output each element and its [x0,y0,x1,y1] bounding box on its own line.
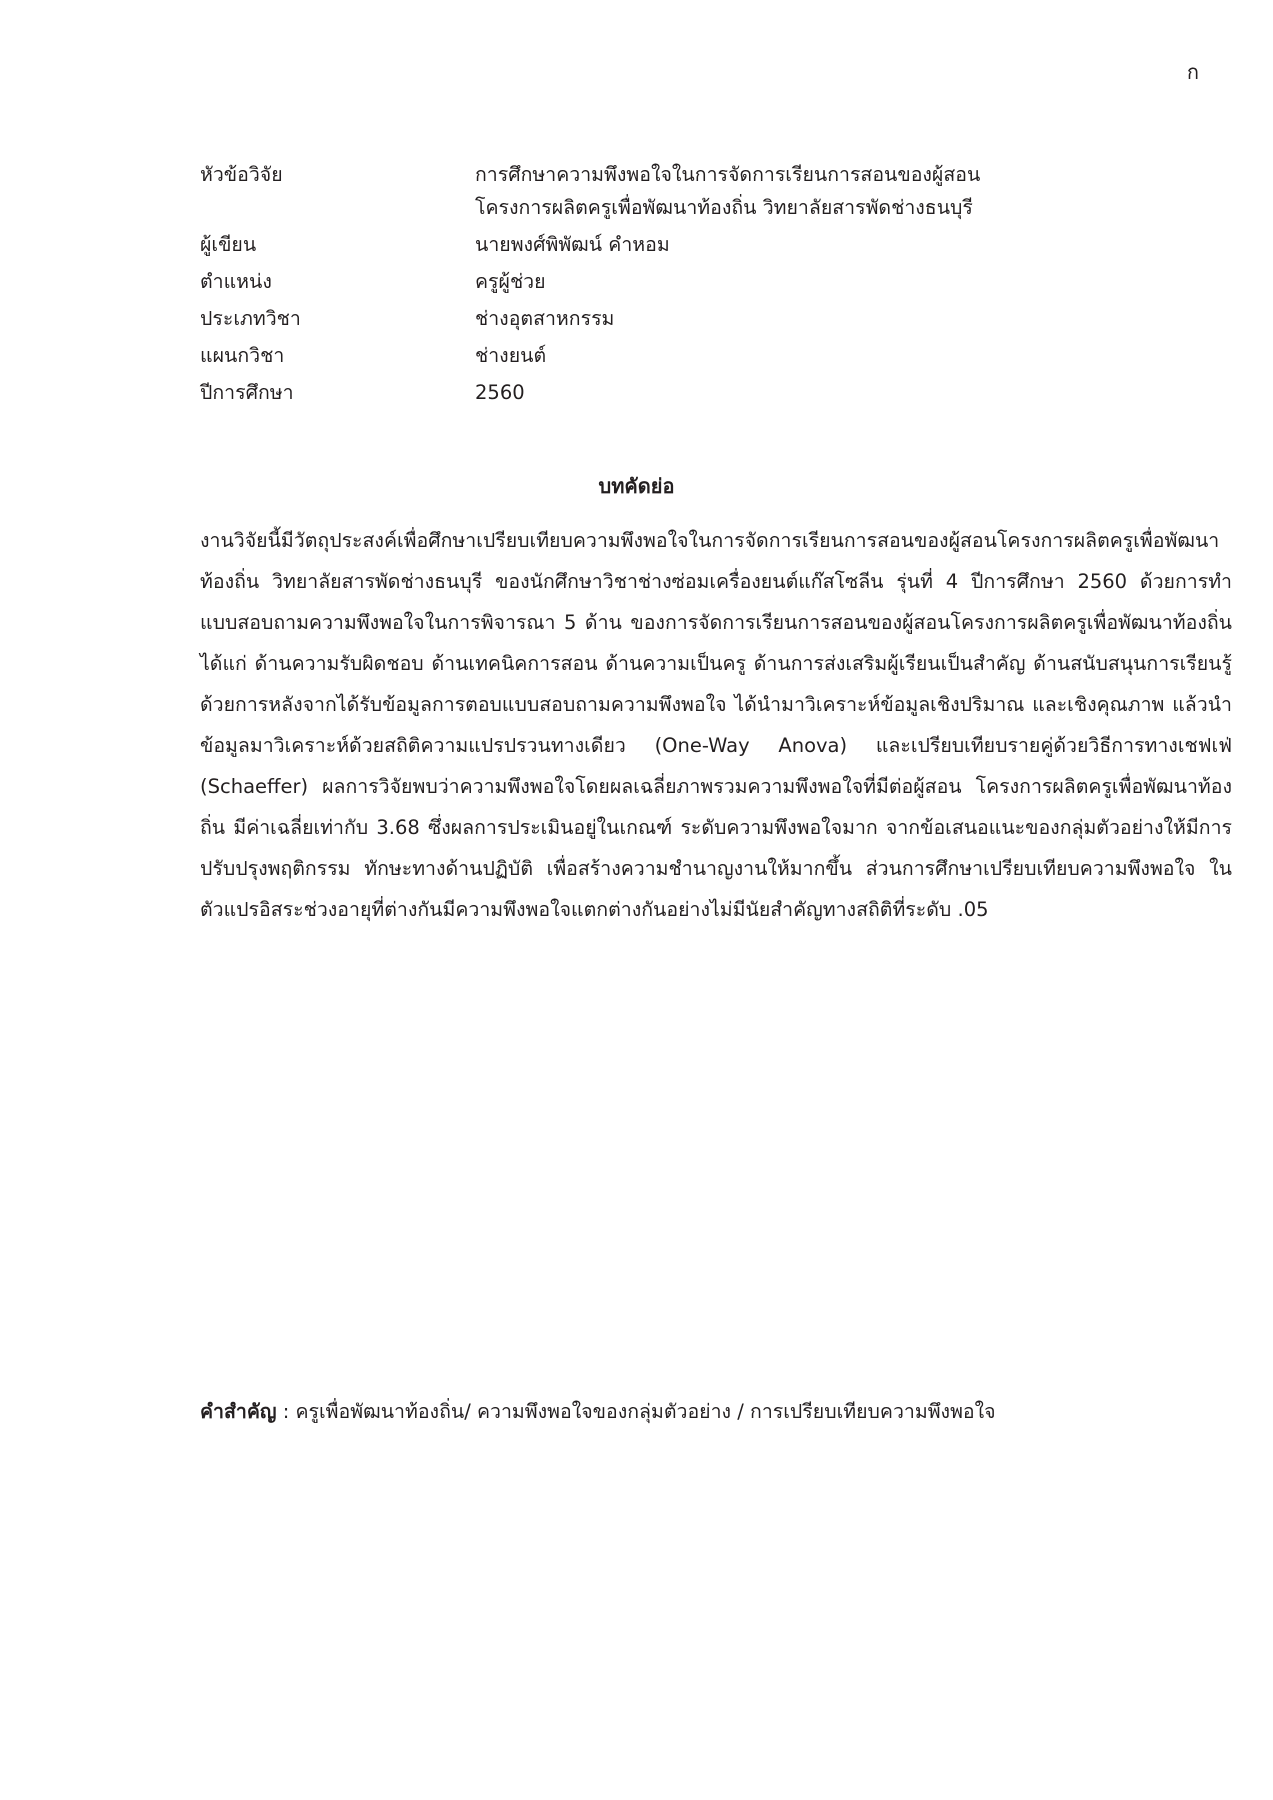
keywords-label: คำสำคัญ [200,1400,277,1423]
metadata-row-position [200,265,1230,298]
metadata-row-author [200,228,1230,261]
metadata-row-academic-year [200,376,1230,409]
keywords-separator: : [276,1400,296,1423]
metadata-row-department [200,339,1230,372]
metadata-value-subject-type: ช่างอุตสาหกรรม [475,307,615,330]
metadata-row-subject-type [200,302,1230,335]
abstract-heading: บทคัดย่อ [598,474,675,498]
metadata-value-title [475,158,1230,224]
metadata-label-author: ผู้เขียน [200,233,257,256]
metadata-label-academic-year: ปีการศึกษา [200,381,294,404]
page-number: ก [1186,60,1199,84]
abstract-paragraph: งานวิจัยนี้มีวัตถุประสงค์เพื่อศึกษาเปรียบเทียบความพึงพอใจในการจัดการเรียนการสอนของผู้สอนโครงการผลิตครูเพื่อพัฒนาท้องถิ่น วิทยาลัยสารพัดช่างธนบุรี ของนักศึกษาวิชาช่างซ่อมเครื่องยนต์แก๊สโซลีน รุ่นที่ 4 ปีการศึกษา 2560 ด้วยการทำแบบสอบถามความพึงพอใจในการพิจารณา 5 ด้าน ของการจัดการเรียนการสอนของผู้สอนโครงการผลิตครูเพื่อพัฒนาท้องถิ่น ได้แก่ ด้านความรับผิดชอบ ด้านเทคนิคการสอน ด้านความเป็นครู ด้านการส่งเสริมผู้เรียนเป็นสำคัญ ด้านสนับสนุนการเรียนรู้ ด้วยการหลังจากได้รับข้อมูลการตอบแบบสอบถามความพึงพอใจ ได้นำมาวิเคราะห์ข้อมูลเชิงปริมาณ และเชิงคุณภาพ แล้วนำข้อมูลมาวิเคราะห์ด้วยสถิติความแปรปรวนทางเดียว (One-Way Anova) และเปรียบเทียบรายคู่ด้วยวิธีการทางเชฟเฟ่ (Schaeffer) ผลการวิจัยพบว่าความพึงพอใจโดยผลเฉลี่ยภาพรวมความพึงพอใจที่มีต่อผู้สอน โครงการผลิตครูเพื่อพัฒนาท้องถิ่น มีค่าเฉลี่ยเท่ากับ 3.68 ซึ่งผลการประเมินอยู่ในเกณฑ์ ระดับความพึงพอใจมาก จากข้อเสนอแนะของกลุ่มตัวอย่างให้มีการปรับปรุงพฤติกรรม ทักษะทางด้านปฏิบัติ เพื่อสร้างความชำนาญงานให้มากขึ้น ส่วนการศึกษาเปรียบเทียบความพึงพอใจ ในตัวแปรอิสระช่วงอายุที่ต่างกันมีความพึงพอใจแตกต่างกันอย่างไม่มีนัยสำคัญทางสถิติที่ระดับ .05 [200,529,1232,921]
metadata-value-academic-year: 2560 [475,381,525,404]
metadata-label-title: หัวข้อวิจัย [200,163,283,186]
metadata-label-subject-type: ประเภทวิชา [200,307,301,330]
keywords-line [200,1395,1232,1428]
metadata-value-title-line1: การศึกษาความพึงพอใจในการจัดการเรียนการสอนของผู้สอน [475,163,981,186]
metadata-value-title-line2: โครงการผลิตครูเพื่อพัฒนาท้องถิ่น วิทยาลัยสารพัดช่างธนบุรี [475,196,973,219]
metadata-value-department: ช่างยนต์ [475,344,547,367]
keywords-value: ครูเพื่อพัฒนาท้องถิ่น/ ความพึงพอใจของกลุ่มตัวอย่าง / การเปรียบเทียบความพึงพอใจ [295,1400,996,1423]
metadata-label-position: ตำแหน่ง [200,270,272,293]
metadata-value-author: นายพงศ์พิพัฒน์ คำหอม [475,233,670,256]
metadata-label-department: แผนกวิชา [200,344,285,367]
metadata-value-position: ครูผู้ช่วย [475,270,546,293]
abstract-body [200,520,1232,930]
metadata-row-title [200,158,1230,224]
research-metadata-block [200,158,1230,413]
